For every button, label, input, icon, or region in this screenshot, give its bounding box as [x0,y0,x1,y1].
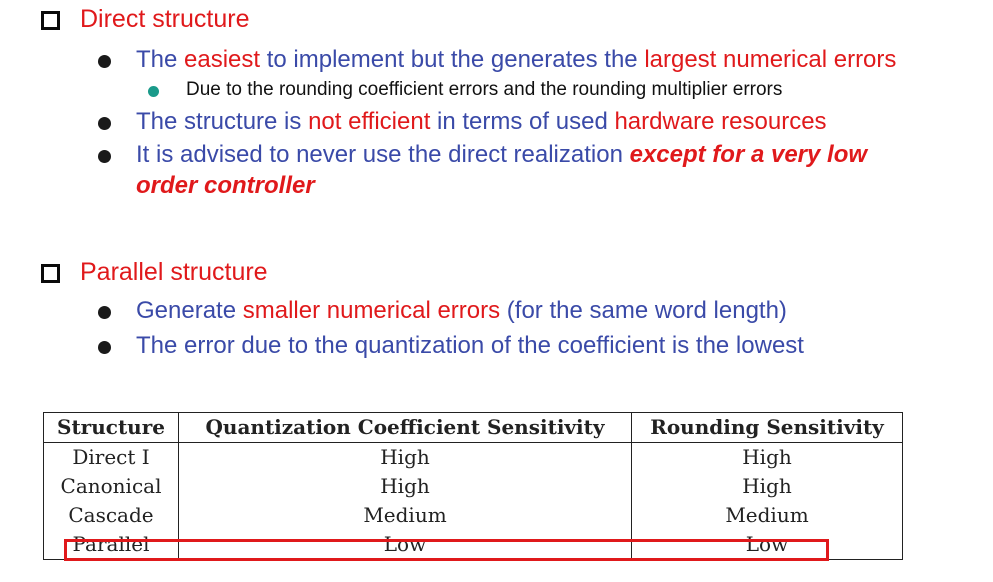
bullet-dot-icon [98,306,111,319]
cell-structure: Cascade [44,501,179,530]
parallel-row-highlight-box [64,539,829,561]
table-row [44,443,903,473]
cell-rounding: Medium [725,503,809,527]
bullet-dot-icon [98,150,111,163]
table-row [44,472,903,501]
cell-rounding: Low [745,532,789,556]
direct-bullet-3: It is advised to never use the direct realization except for a very low [41,139,981,170]
direct-title: Direct structure [80,5,250,33]
direct-heading [41,4,981,34]
sub-bullet-dot-icon [148,86,159,97]
bullet-dot-icon [98,55,111,68]
bullet-dot-icon [98,117,111,130]
header-structure: Structure [44,413,179,443]
direct-bullet-2: The structure is not efficient in terms of used hardware resources [41,106,981,137]
direct-section [41,4,981,201]
table-header-row [44,413,903,443]
square-bullet-icon [41,264,60,283]
header-rounding: Rounding Sensitivity [650,415,884,439]
header-quantization: Quantization Coefficient Sensitivity [179,413,632,443]
parallel-bullet-1: Generate smaller numerical errors (for the same word length) [41,295,981,326]
parallel-bullet-2: The error due to the quantization of the coefficient is the lowest [41,330,981,361]
parallel-section [41,257,981,361]
cell-quantization: High [179,443,632,473]
cell-rounding: High [742,445,792,469]
square-bullet-icon [41,11,60,30]
direct-bullet-1: The easiest to implement but the generates the largest numerical errors [41,44,981,75]
cell-rounding: High [742,474,792,498]
table-row [44,501,903,530]
cell-quantization: Medium [179,501,632,530]
cell-structure: Parallel [44,530,179,560]
sensitivity-table [43,412,903,560]
bullet-dot-icon [98,341,111,354]
parallel-title: Parallel structure [80,258,268,286]
cell-quantization: Low [179,530,632,560]
direct-bullet-3-continued: order controller [136,172,315,199]
cell-quantization: High [179,472,632,501]
direct-sub-bullet: Due to the rounding coefficient errors and the rounding multiplier errors [41,76,981,104]
cell-structure: Direct I [44,443,179,473]
parallel-heading [41,257,981,287]
cell-structure: Canonical [44,472,179,501]
